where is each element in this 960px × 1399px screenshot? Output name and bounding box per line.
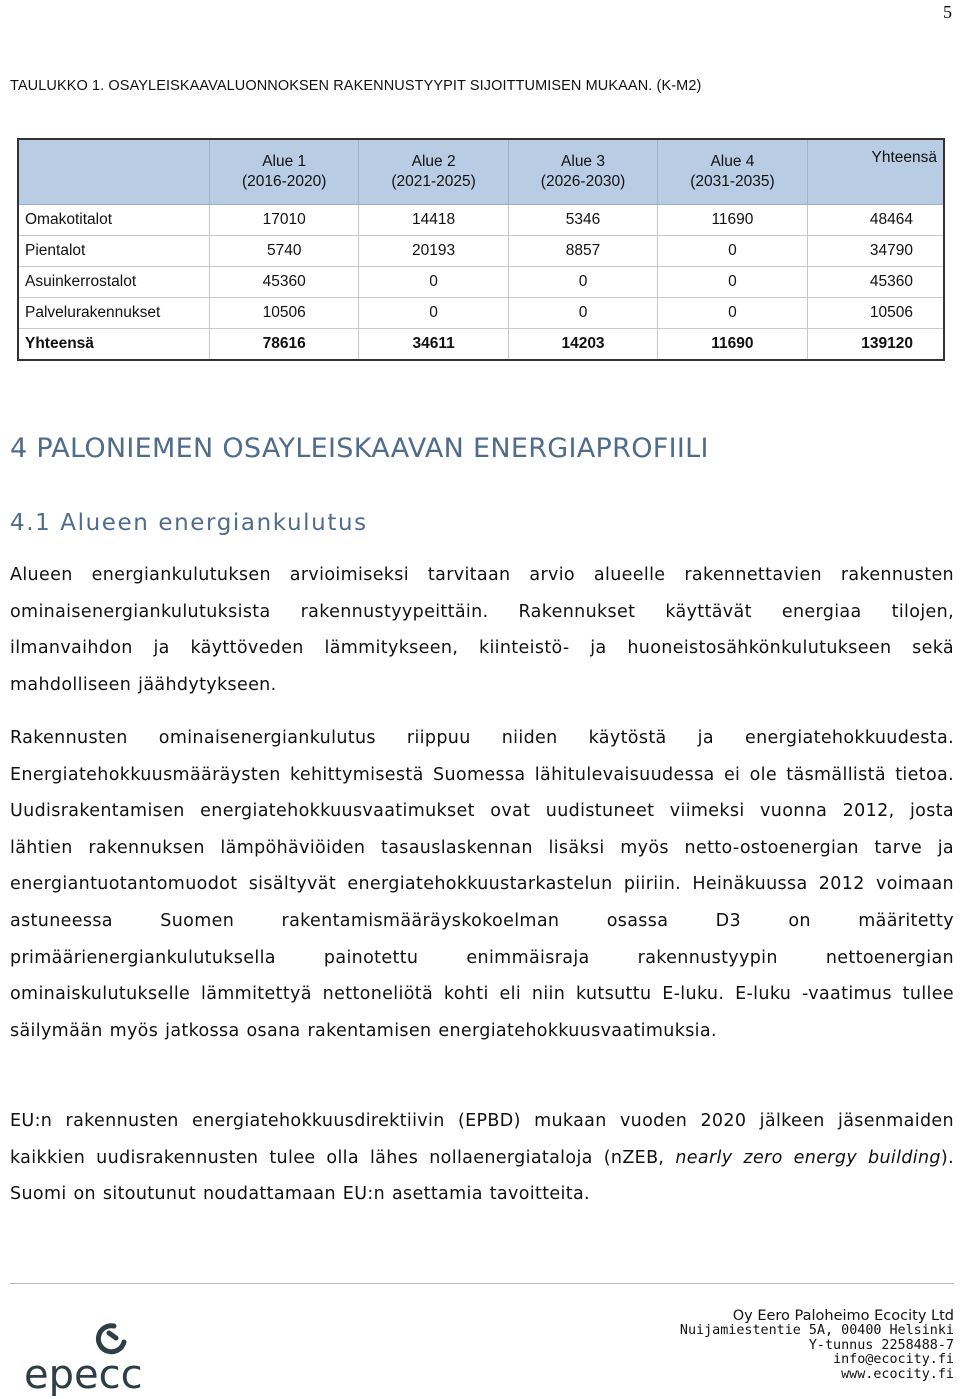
table-cell: 11690: [658, 329, 807, 361]
column-header-alue-1: Alue 1 (2016-2020): [210, 139, 359, 205]
table-cell: 14203: [508, 329, 657, 361]
table-cell: 0: [658, 298, 807, 329]
page-number: 5: [943, 2, 952, 22]
table-cell: 10506: [807, 298, 944, 329]
table-cell: 0: [508, 267, 657, 298]
table-cell: 45360: [210, 267, 359, 298]
table-cell: 10506: [210, 298, 359, 329]
table-total-row: [18, 329, 944, 361]
row-label: Pientalot: [18, 236, 210, 267]
table-cell: 34790: [807, 236, 944, 267]
footer-address: Nuijamiestentie 5A, 00400 Helsinki: [679, 1322, 954, 1338]
table-cell: 17010: [210, 205, 359, 236]
row-label: Omakotitalot: [18, 205, 210, 236]
table-cell: 5740: [210, 236, 359, 267]
paragraph-3-italic: nearly zero energy building: [675, 1147, 941, 1168]
column-header-yhteensa: Yhteensä: [807, 139, 944, 205]
table-row: [18, 205, 944, 236]
table-cell: 34611: [359, 329, 508, 361]
section-heading: 4 PALONIEMEN OSAYLEISKAAVAN ENERGIAPROFIILI: [10, 433, 709, 464]
table-cell: 45360: [807, 267, 944, 298]
footer-website[interactable]: www.ecocity.fi: [841, 1367, 954, 1383]
table-header-row: [18, 139, 944, 205]
table-cell: 20193: [359, 236, 508, 267]
subsection-heading: 4.1 Alueen energiankulutus: [10, 510, 368, 536]
table-cell: 5346: [508, 205, 657, 236]
epecc-logo-icon: [22, 1316, 162, 1396]
building-type-table: [17, 138, 945, 361]
table-caption: TAULUKKO 1. OSAYLEISKAAVALUONNOKSEN RAKENNUSTYYPIT SIJOITTUMISEN MUKAAN. (K-M2): [10, 78, 702, 94]
footer-email[interactable]: info@ecocity.fi: [833, 1352, 954, 1368]
logo-text: epecc: [24, 1352, 143, 1396]
table-cell: 8857: [508, 236, 657, 267]
table-cell: 11690: [658, 205, 807, 236]
table-cell: 0: [658, 236, 807, 267]
footer-divider: [10, 1283, 954, 1284]
column-header-alue-3: Alue 3 (2026-2030): [508, 139, 657, 205]
table-row: [18, 298, 944, 329]
table-row: [18, 267, 944, 298]
table-cell: 48464: [807, 205, 944, 236]
row-label: Asuinkerrostalot: [18, 267, 210, 298]
paragraph-1: Alueen energiankulutuksen arvioimiseksi tarvitaan arvio alueelle rakennettavien rakennusten ominaisenergiankulutuksista rakennustyypeittäin. Rakennukset käyttävät energiaa tilojen, ilmanvaihdon ja käyttöveden lämmitykseen, kiinteistö- ja huoneistosähkönkulutukseen sekä mahdolliseen jäähdytykseen.: [10, 565, 954, 695]
column-header-alue-2: Alue 2 (2021-2025): [359, 139, 508, 205]
footer-company: Oy Eero Paloheimo Ecocity Ltd: [732, 1308, 954, 1324]
table-row: [18, 236, 944, 267]
footer-contact: [680, 1309, 954, 1383]
paragraph-3-end: ). Suomi on sitoutunut noudattamaan EU:n asettamia tavoitteita.: [10, 1147, 954, 1205]
table-cell: 0: [359, 267, 508, 298]
paragraph-3: [10, 1103, 954, 1213]
paragraph-2: Rakennusten ominaisenergiankulutus riippuu niiden käytöstä ja energiatehokkuudesta. Energiatehokkuusmääräysten kehittymisestä Suomessa lähitulevaisuudessa ei ole täsmällistä tietoa. Uudisrakentamisen energiatehokkuusvaatimukset ovat uudistuneet viimeksi vuonna 2012, josta lähtien rakennuksen lämpöhäviöiden tasauslaskennan lisäksi myös netto-ostoenergian tarve ja energiantuotantomuodot sisältyvät energiatehokkuustarkastelun piiriin. Heinäkuussa 2012 voimaan astuneessa Suomen rakentamismääräyskokoelman osassa D3 on määritetty primäärienergiankulutuksella painotettu enimmäisraja rakennustyypin nettoenergian ominaiskulutukselle lämmitettyä nettoneliötä kohti eli niin kutsuttu E-luku. E-luku -vaatimus tullee säilymään myös jatkossa osana rakentamisen energiatehokkuusvaatimuksia.: [10, 728, 954, 1041]
row-label: Yhteensä: [18, 329, 210, 361]
column-header-alue-4: Alue 4 (2031-2035): [658, 139, 807, 205]
paragraph-3-start: EU:n rakennusten energiatehokkuusdirektiivin (EPBD) mukaan vuoden 2020 jälkeen jäsenmaiden kaikkien uudisrakennusten tulee olla lähes nollaenergiataloja (nZEB,: [10, 1111, 954, 1168]
table-cell: 0: [658, 267, 807, 298]
table-header-corner: [18, 139, 210, 205]
table-cell: 0: [508, 298, 657, 329]
footer-business-id: Y-tunnus 2258488-7: [808, 1337, 954, 1353]
table-cell: 0: [359, 298, 508, 329]
table-cell: 14418: [359, 205, 508, 236]
row-label: Palvelurakennukset: [18, 298, 210, 329]
table-cell: 139120: [807, 329, 944, 361]
table-cell: 78616: [210, 329, 359, 361]
